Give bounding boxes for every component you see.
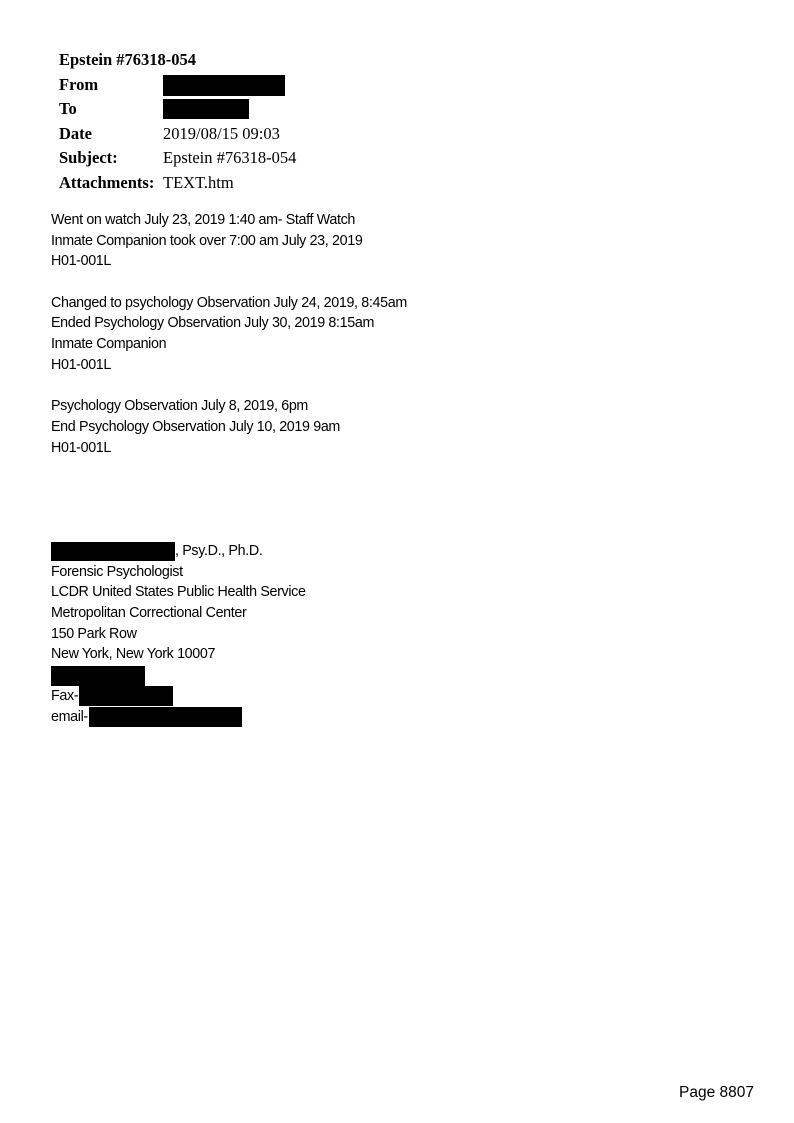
to-label: To: [59, 99, 77, 118]
name-redaction: [51, 542, 175, 561]
signature-name-line: [51, 541, 306, 562]
body-line: Changed to psychology Observation July 24, 2019, 8:45am: [51, 294, 407, 311]
signature-credentials: , Psy.D., Ph.D.: [175, 543, 263, 559]
attachments-row: [59, 171, 296, 196]
paragraph-observation-july-24: [51, 293, 407, 376]
email-redaction: [89, 707, 242, 727]
signature-rank: LCDR United States Public Health Service: [51, 584, 306, 601]
document-title: Epstein #76318-054: [59, 50, 197, 69]
email-body: [51, 210, 407, 479]
subject-value: Epstein #76318-054: [163, 148, 297, 167]
body-line: Psychology Observation July 8, 2019, 6pm: [51, 398, 308, 415]
fax-label: Fax-: [51, 687, 79, 704]
from-label: From: [59, 74, 99, 94]
email-header: [59, 48, 296, 195]
fax-redaction: [79, 686, 173, 706]
from-row: [59, 73, 296, 98]
signature-phone-line: [51, 665, 306, 686]
body-line: H01-001L: [51, 439, 111, 456]
body-line: Went on watch July 23, 2019 1:40 am- Staff Watch: [51, 212, 355, 228]
date-label: Date: [59, 123, 92, 143]
date-row: [59, 122, 296, 147]
attachments-label: Attachments:: [59, 172, 155, 192]
body-line: Inmate Companion took over 7:00 am July 23, 2019: [51, 232, 363, 249]
from-redaction: [163, 75, 285, 96]
paragraph-observation-july-8: [51, 396, 407, 458]
header-title-row: [59, 48, 296, 73]
body-line: H01-001L: [51, 253, 111, 270]
signature-title: Forensic Psychologist: [51, 563, 183, 580]
to-redaction: [163, 99, 249, 119]
signature-block: [51, 541, 306, 727]
signature-fax-line: [51, 686, 306, 707]
signature-city: New York, New York 10007: [51, 646, 216, 663]
subject-label: Subject:: [59, 148, 118, 167]
body-line: Ended Psychology Observation July 30, 2019 8:15am: [51, 315, 375, 332]
signature-facility: Metropolitan Correctional Center: [51, 605, 247, 622]
page-number: Page 8807: [679, 1084, 754, 1101]
date-value: 2019/08/15 09:03: [163, 123, 280, 143]
body-line: H01-001L: [51, 356, 111, 373]
email-label: email-: [51, 708, 88, 725]
signature-email-line: [51, 707, 306, 728]
attachments-value: TEXT.htm: [163, 172, 234, 192]
body-line: End Psychology Observation July 10, 2019 9am: [51, 418, 340, 435]
body-line: Inmate Companion: [51, 336, 167, 353]
subject-row: [59, 146, 296, 171]
signature-street: 150 Park Row: [51, 625, 137, 642]
to-row: [59, 97, 296, 122]
phone-redaction: [51, 666, 145, 686]
paragraph-watch: [51, 210, 407, 272]
